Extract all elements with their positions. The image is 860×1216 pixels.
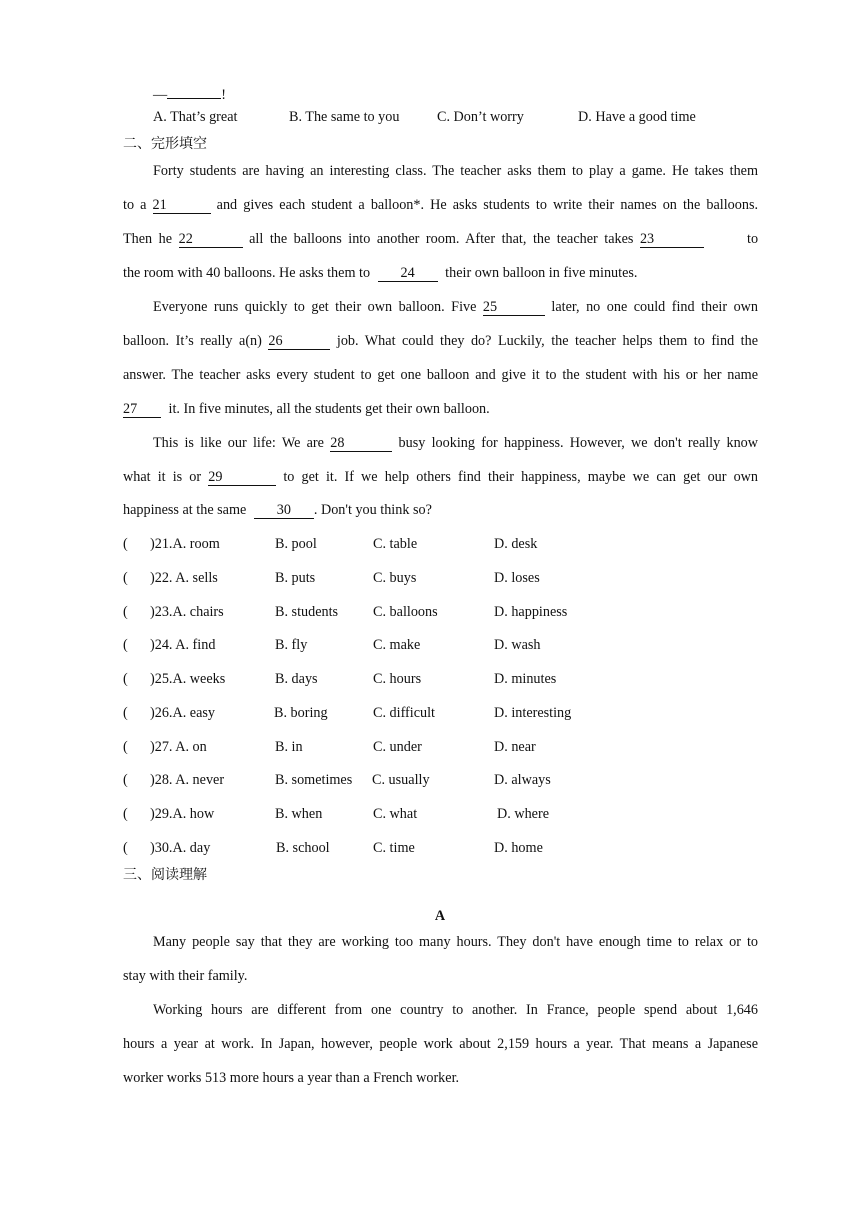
question-option-b: B. days [275, 671, 318, 687]
blank-24[interactable]: 24 [378, 266, 438, 282]
answer-paren[interactable]: ( [123, 772, 128, 788]
question-option-d: D. home [494, 840, 543, 856]
question-option-b: B. boring [274, 705, 328, 721]
passage-line: This is like our life: We are 28 busy looking for happiness. However, we don't really know [153, 435, 759, 451]
question-option-a: )23.A. chairs [150, 604, 224, 620]
question-option-a: )29.A. how [150, 806, 215, 822]
passage-line: balloon. It’s really a(n) 26 job. What could they do? Luckily, the teacher helps them to find the [123, 333, 758, 349]
blank-21[interactable]: 21 [153, 198, 211, 214]
passage-heading: A [434, 908, 446, 924]
blank-28[interactable]: 28 [330, 436, 392, 452]
question-option-a: )21.A. room [150, 536, 220, 552]
answer-paren[interactable]: ( [123, 739, 128, 755]
question-option-b: B. fly [275, 637, 308, 653]
question-option-c: C. under [373, 739, 422, 755]
question-option-d: D. loses [494, 570, 540, 586]
answer-paren[interactable]: ( [123, 671, 128, 687]
question-option-b: B. puts [275, 570, 316, 586]
answer-paren[interactable]: ( [123, 705, 128, 721]
question-option-b: B. sometimes [275, 772, 353, 788]
exclamation: ! [221, 87, 226, 103]
passage-line: 27 it. In five minutes, all the students get their own balloon. [123, 401, 490, 417]
blank-25[interactable]: 25 [483, 300, 545, 316]
question-option-a: )27. A. on [150, 739, 207, 755]
section-title-reading: 三、阅读理解 [123, 867, 207, 883]
passage-line: the room with 40 balloons. He asks them to 24 their own balloon in five minutes. [123, 265, 638, 281]
answer-paren[interactable]: ( [123, 840, 128, 856]
passage-line: answer. The teacher asks every student to get one balloon and give it to the student with his or her name [123, 367, 758, 383]
passage-line: Forty students are having an interesting class. The teacher asks them to play a game. He takes them [153, 163, 758, 179]
question-option-c: C. what [373, 806, 418, 822]
passage-line: stay with their family. [123, 968, 248, 984]
question-option-c: C. buys [373, 570, 417, 586]
prev-answer-line [153, 86, 226, 104]
question-option-b: B. pool [275, 536, 317, 552]
question-option-d: D. desk [494, 536, 538, 552]
question-option-c: C. balloons [373, 604, 438, 620]
answer-blank[interactable] [167, 98, 221, 99]
question-option-a: )26.A. easy [150, 705, 216, 721]
dash: — [153, 87, 168, 103]
question-option-d: D. near [494, 739, 536, 755]
question-option-d: D. where [497, 806, 549, 822]
question-option-c: C. make [373, 637, 421, 653]
prev-option-b: B. The same to you [289, 109, 400, 125]
blank-29[interactable]: 29 [208, 470, 276, 486]
question-option-c: C. time [373, 840, 415, 856]
question-option-b: B. in [275, 739, 303, 755]
passage-line: Then he 22 all the balloons into another room. After that, the teacher takes 23 to [123, 231, 758, 247]
answer-paren[interactable]: ( [123, 604, 128, 620]
question-option-b: B. school [276, 840, 330, 856]
question-option-d: D. always [494, 772, 551, 788]
blank-23[interactable]: 23 [640, 232, 704, 248]
blank-26[interactable]: 26 [268, 334, 330, 350]
answer-paren[interactable]: ( [123, 570, 128, 586]
question-option-d: D. interesting [494, 705, 572, 721]
section-title-cloze: 二、完形填空 [123, 136, 207, 152]
passage-line: Working hours are different from one country to another. In France, people spend about 1,646 [153, 1002, 758, 1018]
prev-option-c: C. Don’t worry [437, 109, 524, 125]
question-option-d: D. happiness [494, 604, 568, 620]
prev-option-d: D. Have a good time [578, 109, 696, 125]
answer-paren[interactable]: ( [123, 536, 128, 552]
question-option-a: )28. A. never [150, 772, 225, 788]
passage-line: what it is or 29 to get it. If we help others find their happiness, maybe we can get our own [123, 469, 758, 485]
answer-paren[interactable]: ( [123, 806, 128, 822]
question-option-a: )30.A. day [150, 840, 211, 856]
passage-line: happiness at the same 30 . Don't you think so? [123, 502, 432, 518]
question-option-c: C. table [373, 536, 418, 552]
blank-27[interactable]: 27 [123, 402, 161, 418]
answer-paren[interactable]: ( [123, 637, 128, 653]
blank-30[interactable]: 30 [254, 503, 314, 519]
passage-line: Many people say that they are working too many hours. They don't have enough time to relax or to [153, 934, 758, 950]
question-option-c: C. difficult [373, 705, 436, 721]
question-option-b: B. when [275, 806, 323, 822]
passage-line: to a 21 and gives each student a balloon*. He asks students to write their names on the balloons. [123, 197, 758, 213]
passage-line: hours a year at work. In Japan, however, people work about 2,159 hours a year. That means a Japanese [123, 1036, 758, 1052]
question-option-c: C. usually [372, 772, 430, 788]
question-option-c: C. hours [373, 671, 422, 687]
question-option-d: D. minutes [494, 671, 557, 687]
passage-line: worker works 513 more hours a year than a French worker. [123, 1070, 460, 1086]
question-option-a: )24. A. find [150, 637, 216, 653]
passage-line: Everyone runs quickly to get their own balloon. Five 25 later, no one could find their own [153, 299, 759, 315]
question-option-d: D. wash [494, 637, 541, 653]
question-option-a: )22. A. sells [150, 570, 218, 586]
question-option-b: B. students [275, 604, 339, 620]
blank-22[interactable]: 22 [179, 232, 243, 248]
prev-option-a: A. That’s great [153, 109, 238, 125]
question-option-a: )25.A. weeks [150, 671, 226, 687]
